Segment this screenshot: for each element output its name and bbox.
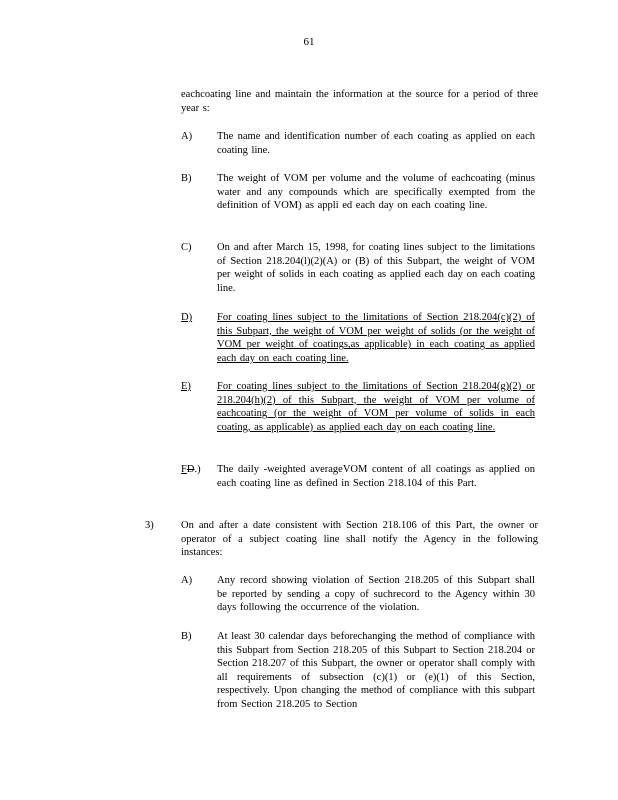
item-a-text: The name and identification number of each coating as applied on each coating line. — [217, 131, 535, 156]
intro-paragraph: eachcoating line and maintain the information at the source for a period of three year s: — [181, 89, 538, 114]
item-f-label-suffix: .) — [194, 464, 201, 475]
section-3-label: 3) — [145, 520, 154, 531]
section-3-item-a-text: Any record showing violation of Section 218.205 of this Subpart shall be reported by sending a copy of suchrecord to the Agency within 30 days following the occurrence of the violation. — [217, 575, 535, 614]
item-a-label: A) — [181, 131, 193, 142]
item-e-label: E) — [181, 381, 191, 392]
item-b-label: B) — [181, 173, 192, 184]
item-f-text: The daily -weighted averageVOM content of all coatings as applied on each coating line as defined in Section 218.104 of this Part. — [217, 464, 535, 489]
section-3-item-b-text: At least 30 calendar days beforechanging the method of compliance with this Subpart from Section 218.205 of this Subpart to Section 218.204 or Section 218.207 of this Subpart, the owner or operator shall comply with all requirements of subsection (c)(1) or (e)(1) of this Section, respectively. Upon changing the method of compliance with this subpart from Section 218.205 to Section — [217, 631, 535, 710]
item-e-text: For coating lines subject to the limitations of Section 218.204(g)(2) or 218.204(h)(2) of this Subpart, the weight of VOM per volume of eachcoating (or the weight of VOM per volume of solids in each coating, as applicable) as applied each day on each coating line. — [217, 381, 535, 433]
section-3-item-a-label: A) — [181, 575, 193, 586]
item-d-label: D) — [181, 312, 193, 323]
page-number: 61 — [303, 36, 315, 48]
item-c-text: On and after March 15, 1998, for coating lines subject to the limitations of Section 218.204(l)(2)(A) or (B) of this Subpart, the weight of VOM per weight of solids in each coating as applied each day on each coating line. — [217, 242, 535, 294]
section-3-item-b-label: B) — [181, 631, 192, 642]
section-3-text: On and after a date consistent with Section 218.106 of this Part, the owner or operator of a subject coating line shall notify the Agency in the following instances: — [181, 520, 538, 559]
item-d-text: For coating lines subject to the limitations of Section 218.204(c)(2) of this Subpart, the weight of VOM per weight of solids (or the weight of VOM per weight of coatings,as applicable) in each coating as applied each day on each coating line. — [217, 312, 535, 364]
item-f-label — [181, 463, 201, 477]
item-b-text: The weight of VOM per volume and the volume of eachcoating (minus water and any compounds which are specifically exempted from the definition of VOM) as appli ed each day on each coating line. — [217, 173, 535, 212]
item-c-label: C) — [181, 242, 192, 253]
item-f-label-new: F — [181, 464, 187, 475]
item-f-label-old: D — [186, 464, 195, 475]
